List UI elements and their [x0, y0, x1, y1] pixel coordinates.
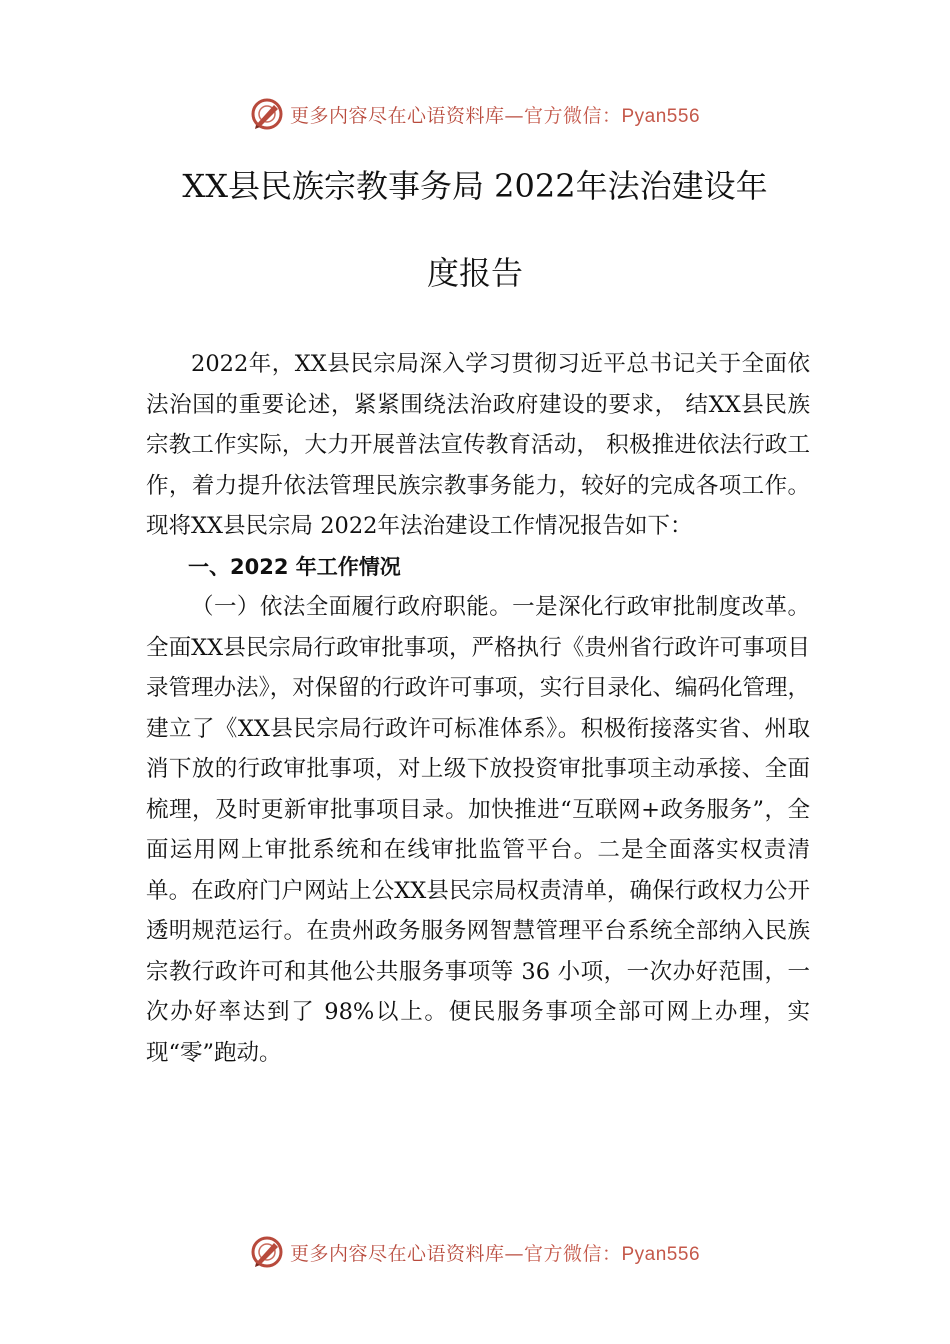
intro-paragraph: 2022年，XX县民宗局深入学习贯彻习近平总书记关于全面依法治国的重要论述，紧紧围绕法治政府建设的要求， 结XX县民族宗教工作实际，大力开展普法宣传教育活动， 积极推进依法行政工作，着力提升依法管理民族宗教事务能力，较好的完成各项工作。现将XX县民宗局 2022年法治建设工作情况报告如下： — [146, 351, 810, 539]
document-title-line1: XX县民族宗教事务局 2022年法治建设年 — [182, 167, 768, 205]
banner-wechat-text: 官方微信：Pyan556 — [524, 1243, 701, 1265]
section-heading: 一、2022 年工作情况 — [188, 554, 401, 579]
footer-banner — [0, 1232, 950, 1272]
document-body — [146, 344, 810, 1073]
pen-logo-icon — [250, 97, 284, 131]
banner-wechat-text: 官方微信：Pyan556 — [524, 105, 701, 127]
pen-logo-icon — [250, 1235, 284, 1269]
banner-brand-text: 更多内容尽在心语资料库— — [289, 104, 524, 127]
header-banner — [0, 94, 950, 134]
banner-brand-text: 更多内容尽在心语资料库— — [289, 1242, 524, 1265]
section-paragraph: （一）依法全面履行政府职能。一是深化行政审批制度改革。全面XX县民宗局行政审批事项，严格执行《贵州省行政许可事项目录管理办法》，对保留的行政许可事项，实行目录化、编码化管理，建立了《XX县民宗局行政许可标准体系》。积极衔接落实省、州取消下放的行政审批事项，对上级下放投资审批事项主动承接、全面梳理，及时更新审批事项目录。加快推进“互联网+政务服务”，全面运用网上审批系统和在线审批监管平台。二是全面落实权责清单。在政府门户网站上公XX县民宗局权责清单，确保行政权力公开透明规范运行。在贵州政务服务网智慧管理平台系统全部纳入民族宗教行政许可和其他公共服务事项等 36 小项，一次办好范围，一次办好率达到了 98%以上。便民服务事项全部可网上办理，实现“零”跑动。 — [146, 594, 810, 1066]
document-title-line2: 度报告 — [426, 254, 523, 292]
